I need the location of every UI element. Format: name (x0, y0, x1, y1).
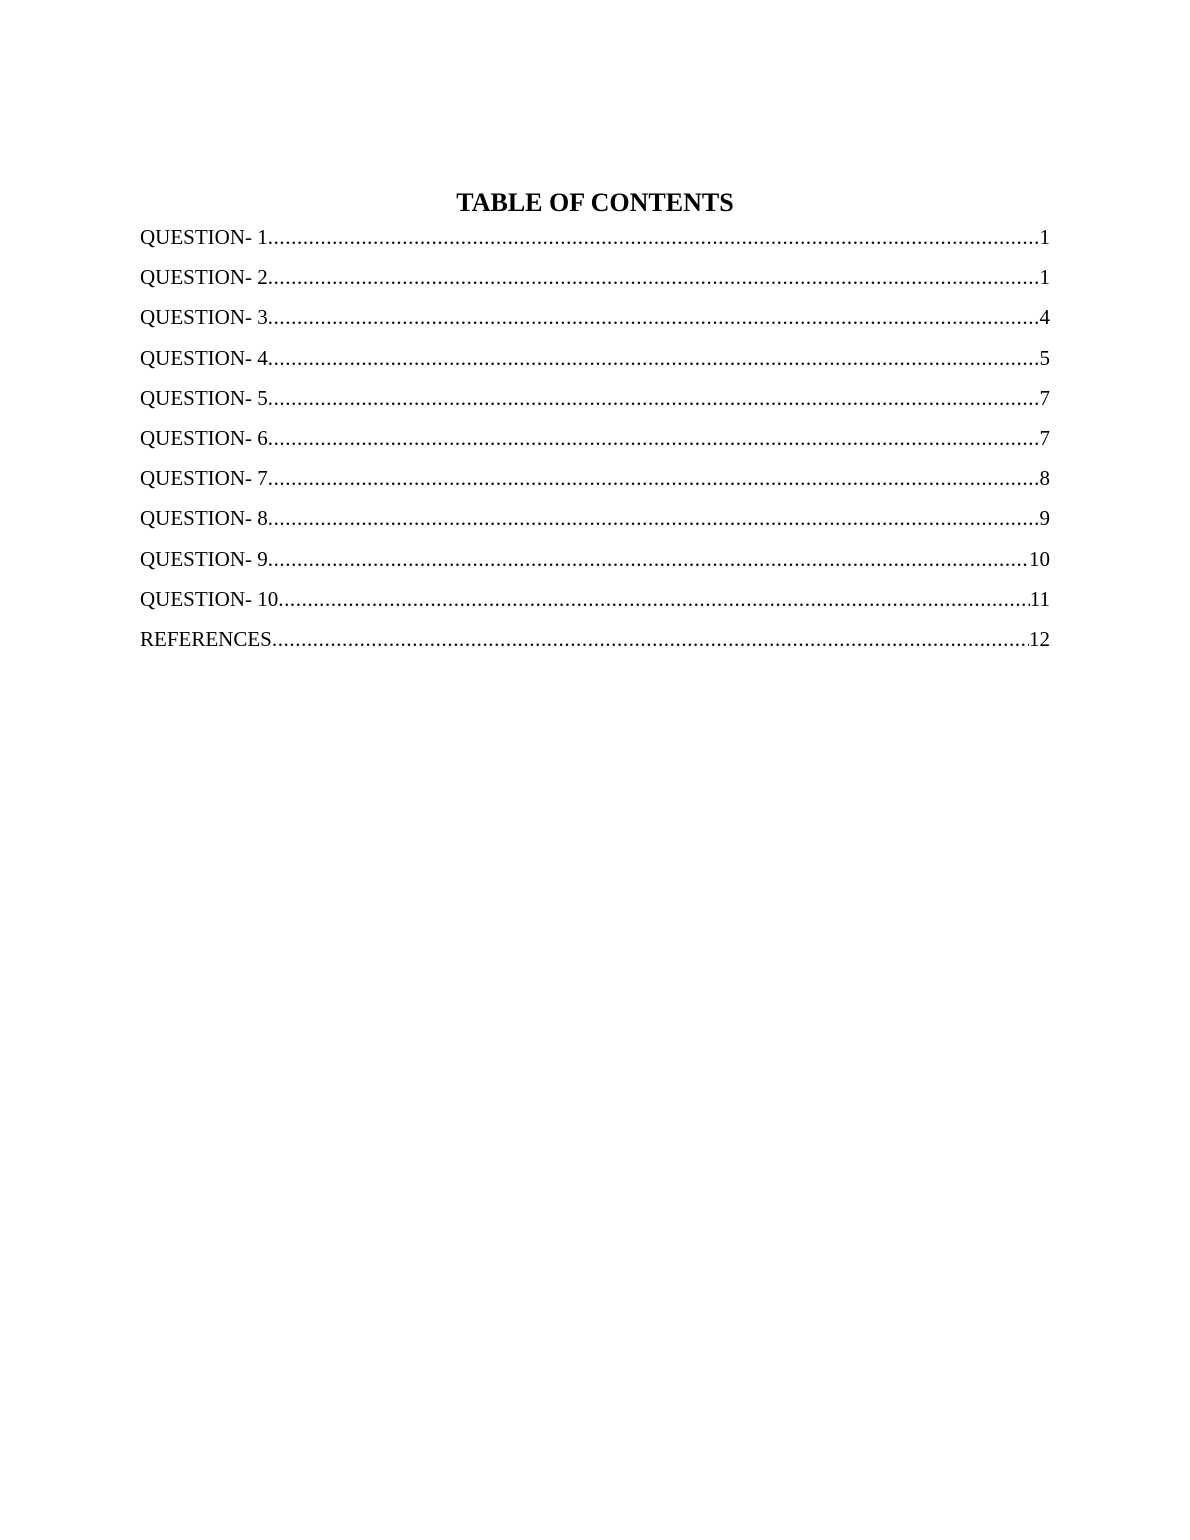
toc-entry-page-number: 12 (1029, 626, 1050, 651)
toc-entry-label: QUESTION- 2 (140, 265, 268, 290)
toc-entry-page-number: 7 (1039, 385, 1050, 410)
toc-entry-label: QUESTION- 9 (140, 546, 268, 571)
toc-entry-page-number: 5 (1039, 345, 1050, 370)
toc-entry-page-number: 11 (1029, 586, 1050, 611)
toc-entry-page-number: 8 (1039, 466, 1050, 491)
toc-entry-label: QUESTION- 1 (140, 225, 268, 249)
toc-entry-label: QUESTION- 8 (140, 506, 268, 531)
toc-title: TABLE OF CONTENTS (456, 188, 734, 217)
toc-entry-page-number: 10 (1029, 546, 1050, 571)
toc-entry-question-8[interactable] (140, 503, 1050, 543)
toc-entry-question-7[interactable] (140, 463, 1050, 503)
toc-dot-leader (268, 544, 1029, 574)
toc-entry-page-number: 7 (1039, 425, 1050, 450)
toc-entry-label: QUESTION- 7 (140, 466, 268, 491)
toc-dot-leader (268, 383, 1040, 413)
toc-entry-question-1[interactable] (140, 222, 1050, 262)
toc-dot-leader (278, 584, 1030, 614)
toc-entry-question-10[interactable] (140, 584, 1050, 624)
toc-entry-question-9[interactable] (140, 544, 1050, 584)
toc-entry-question-3[interactable] (140, 302, 1050, 342)
toc-entry-label: QUESTION- 3 (140, 305, 268, 330)
toc-entry-references[interactable] (140, 624, 1050, 664)
toc-entry-label: QUESTION- 5 (140, 385, 268, 410)
toc-entry-question-6[interactable] (140, 423, 1050, 463)
toc-entry-question-4[interactable] (140, 343, 1050, 383)
toc-entry-page-number: 9 (1039, 506, 1050, 531)
toc-dot-leader (268, 423, 1040, 453)
toc-dot-leader (268, 343, 1040, 373)
toc-entry-label: QUESTION- 6 (140, 425, 268, 450)
toc-entry-page-number: 1 (1039, 265, 1050, 290)
toc-list (140, 222, 1050, 664)
toc-dot-leader (268, 503, 1040, 533)
toc-entry-label: QUESTION- 4 (140, 345, 268, 370)
toc-entry-label: QUESTION- 10 (140, 586, 279, 611)
toc-entry-label: REFERENCES (140, 626, 272, 651)
toc-dot-leader (272, 624, 1029, 654)
toc-entry-question-5[interactable] (140, 383, 1050, 423)
toc-entry-question-2[interactable] (140, 262, 1050, 302)
toc-dot-leader (268, 262, 1040, 292)
toc-dot-leader (268, 463, 1040, 493)
toc-dot-leader (268, 302, 1040, 332)
toc-dot-leader (268, 222, 1040, 252)
toc-entry-page-number: 4 (1039, 305, 1050, 330)
toc-entry-page-number: 1 (1039, 225, 1050, 249)
